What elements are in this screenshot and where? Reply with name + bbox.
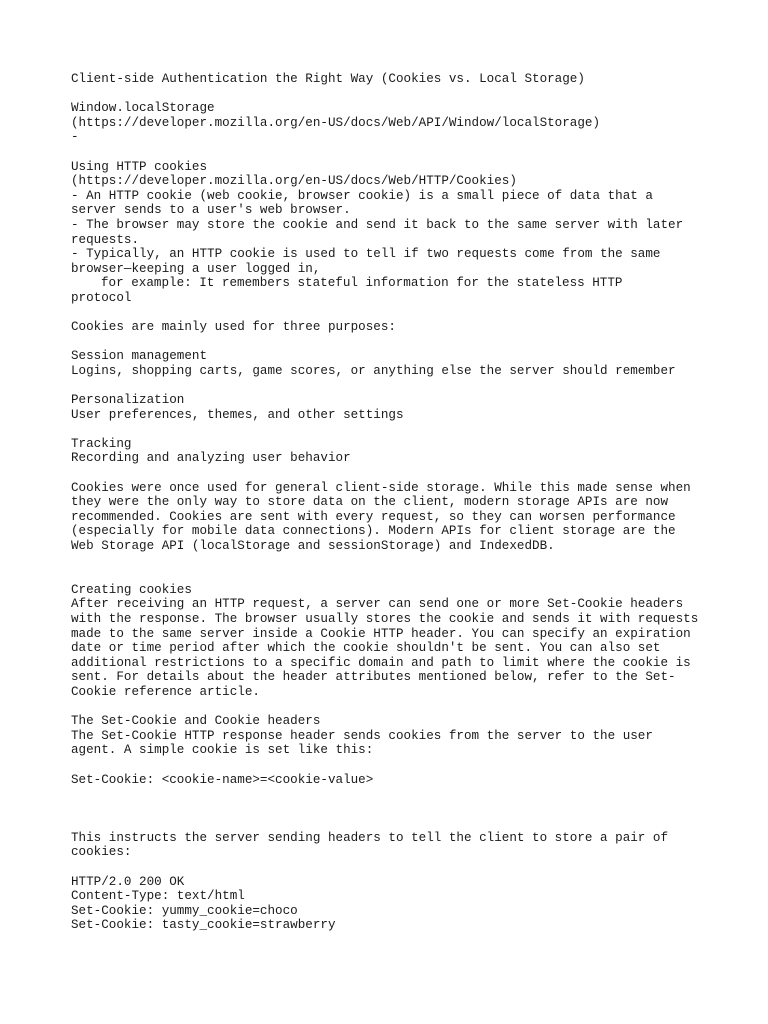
spacer (71, 145, 711, 160)
spacer (71, 816, 711, 831)
spacer (71, 860, 711, 875)
localstorage-heading: Window.localStorage (71, 101, 215, 116)
spacer (71, 568, 711, 583)
document-title: Client-side Authentication the Right Way (Cookies vs. Local Storage) (71, 72, 585, 86)
storage-paragraph-line: recommended. Cookies are sent with every request, so they can worsen performance (71, 509, 676, 524)
storage-paragraph-line: they were the only way to store data on the client, modern storage APIs are now (71, 495, 669, 510)
creating-cookies-line: Cookie reference article. (71, 684, 260, 699)
http-cookies-text: requests. (71, 232, 140, 247)
set-cookie-line: The Set-Cookie HTTP response header sends cookies from the server to the user (71, 728, 653, 743)
purpose-desc: Logins, shopping carts, game scores, or anything else the server should remember (71, 363, 676, 378)
spacer (71, 802, 711, 817)
spacer (71, 378, 711, 393)
spacer (71, 422, 711, 437)
storage-paragraph-line: (especially for mobile data connections). Modern APIs for client storage are the (71, 524, 676, 539)
http-cookies-text: protocol (71, 290, 132, 305)
http-cookies-url: (https://developer.mozilla.org/en-US/docs/Web/HTTP/Cookies) (71, 174, 517, 189)
instructs-line: cookies: (71, 845, 132, 860)
spacer (71, 700, 711, 715)
purpose-title: Personalization (71, 393, 185, 408)
http-example-line: Set-Cookie: tasty_cookie=strawberry (71, 918, 336, 933)
document-page (71, 72, 711, 933)
purpose-desc: User preferences, themes, and other settings (71, 407, 404, 422)
creating-cookies-line: sent. For details about the header attributes mentioned below, refer to the Set- (71, 670, 676, 685)
set-cookie-example: Set-Cookie: <cookie-name>=<cookie-value> (71, 772, 374, 787)
purpose-title: Tracking (71, 436, 132, 451)
http-cookies-text: browser—keeping a user logged in, (71, 261, 321, 276)
http-cookies-text: for example: It remembers stateful information for the stateless HTTP (101, 276, 623, 291)
creating-cookies-line: with the response. The browser usually stores the cookie and sends it with requests (71, 611, 699, 626)
instructs-line: This instructs the server sending headers to tell the client to store a pair of (71, 830, 669, 845)
storage-paragraph-line: Web Storage API (localStorage and sessionStorage) and IndexedDB. (71, 539, 555, 553)
spacer (71, 758, 711, 773)
http-example-line: HTTP/2.0 200 OK (71, 874, 185, 889)
creating-cookies-line: date or time period after which the cookie shouldn't be sent. You can also set (71, 641, 661, 656)
spacer (71, 787, 711, 802)
localstorage-url: (https://developer.mozilla.org/en-US/docs/Web/API/Window/localStorage) (71, 115, 601, 130)
storage-paragraph-line: Cookies were once used for general client-side storage. While this made sense when (71, 480, 691, 495)
http-cookies-text: server sends to a user's web browser. (71, 203, 351, 218)
set-cookie-heading: The Set-Cookie and Cookie headers (71, 714, 321, 729)
http-cookies-text: - The browser may store the cookie and send it back to the same server with later (71, 217, 684, 232)
creating-cookies-heading: Creating cookies (71, 582, 192, 597)
spacer (71, 87, 711, 102)
purpose-title: Session management (71, 349, 208, 364)
http-cookies-text: - Typically, an HTTP cookie is used to tell if two requests come from the same (71, 247, 661, 262)
spacer (71, 466, 711, 481)
http-example-line: Content-Type: text/html (71, 889, 245, 904)
set-cookie-line: agent. A simple cookie is set like this: (71, 743, 374, 758)
creating-cookies-line: additional restrictions to a specific domain and path to limit where the cookie is (71, 655, 691, 670)
http-cookies-heading: Using HTTP cookies (71, 159, 208, 174)
localstorage-dash: - (71, 130, 79, 145)
spacer (71, 335, 711, 350)
http-example-line: Set-Cookie: yummy_cookie=choco (71, 903, 298, 918)
creating-cookies-line: After receiving an HTTP request, a server can send one or more Set-Cookie headers (71, 597, 684, 612)
creating-cookies-line: made to the same server inside a Cookie HTTP header. You can specify an expiration (71, 626, 691, 641)
spacer (71, 306, 711, 321)
purpose-desc: Recording and analyzing user behavior (71, 451, 351, 466)
spacer (71, 554, 711, 569)
purposes-intro: Cookies are mainly used for three purposes: (71, 320, 396, 335)
http-cookies-text: - An HTTP cookie (web cookie, browser cookie) is a small piece of data that a (71, 188, 653, 203)
